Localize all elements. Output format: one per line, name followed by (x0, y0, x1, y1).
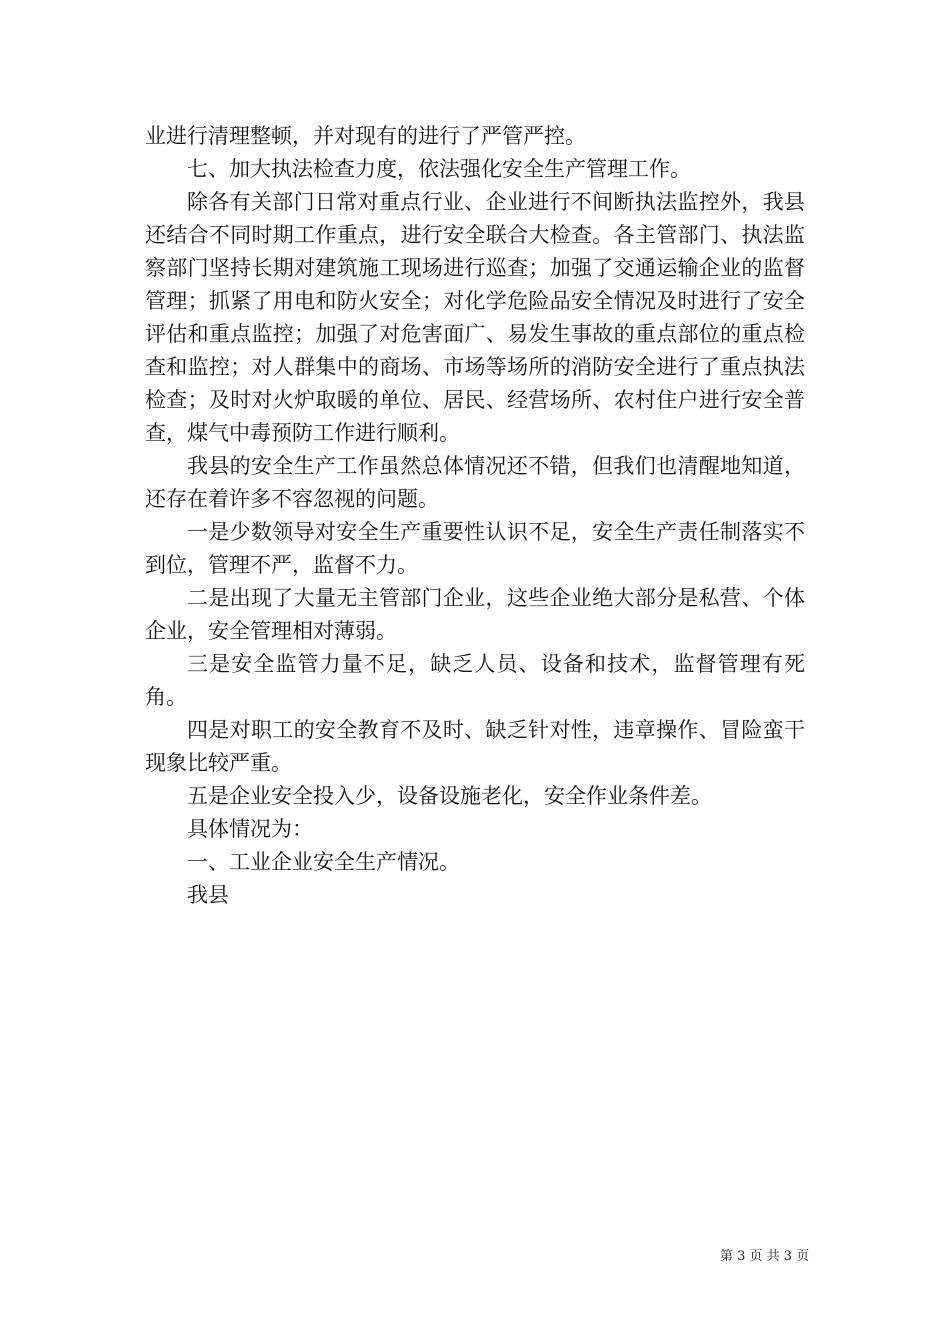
paragraph-section-one-heading: 一、工业企业安全生产情况。 (187, 850, 460, 874)
paragraph-problem-two: 二是出现了大量无主管部门企业，这些企业绝大部分是私营、个体企业，安全管理相对薄弱。 (145, 586, 805, 643)
paragraph-problems-intro: 我县的安全生产工作虽然总体情况还不错，但我们也清醒地知道，还存在着许多不容忽视的问题。 (145, 454, 805, 511)
page-number: 第 3 页 共 3 页 (720, 1249, 810, 1264)
paragraph-problem-three: 三是安全监管力量不足，缺乏人员、设备和技术，监督管理有死角。 (145, 652, 805, 709)
paragraph-problem-five: 五是企业安全投入少，设备设施老化，安全作业条件差。 (187, 784, 712, 808)
paragraph-problem-one: 一是少数领导对安全生产重要性认识不足，安全生产责任制落实不到位，管理不严，监督不力。 (145, 520, 805, 577)
paragraph-continuation: 业进行清理整顿，并对现有的进行了严管严控。 (145, 124, 586, 148)
paragraph-section-seven-heading: 七、加大执法检查力度，依法强化安全生产管理工作。 (187, 157, 691, 181)
paragraph-details-intro: 具体情况为： (187, 817, 313, 841)
paragraph-truncated: 我县 (187, 883, 229, 907)
paragraph-problem-four: 四是对职工的安全教育不及时、缺乏针对性，违章操作、冒险蛮干现象比较严重。 (145, 718, 805, 775)
paragraph-law-enforcement: 除各有关部门日常对重点行业、企业进行不间断执法监控外，我县还结合不同时期工作重点，进行安全联合大检查。各主管部门、执法监察部门坚持长期对建筑施工现场进行巡查；加强了交通运输企业的监督管理；抓紧了用电和防火安全；对化学危险品安全情况及时进行了安全评估和重点监控；加强了对危害面广、易发生事故的重点部位的重点检查和监控；对人群集中的商场、市场等场所的消防安全进行了重点执法检查；及时对火炉取暖的单位、居民、经营场所、农村住户进行安全普查，煤气中毒预防工作进行顺利。 (145, 190, 805, 445)
document-body (145, 120, 805, 912)
